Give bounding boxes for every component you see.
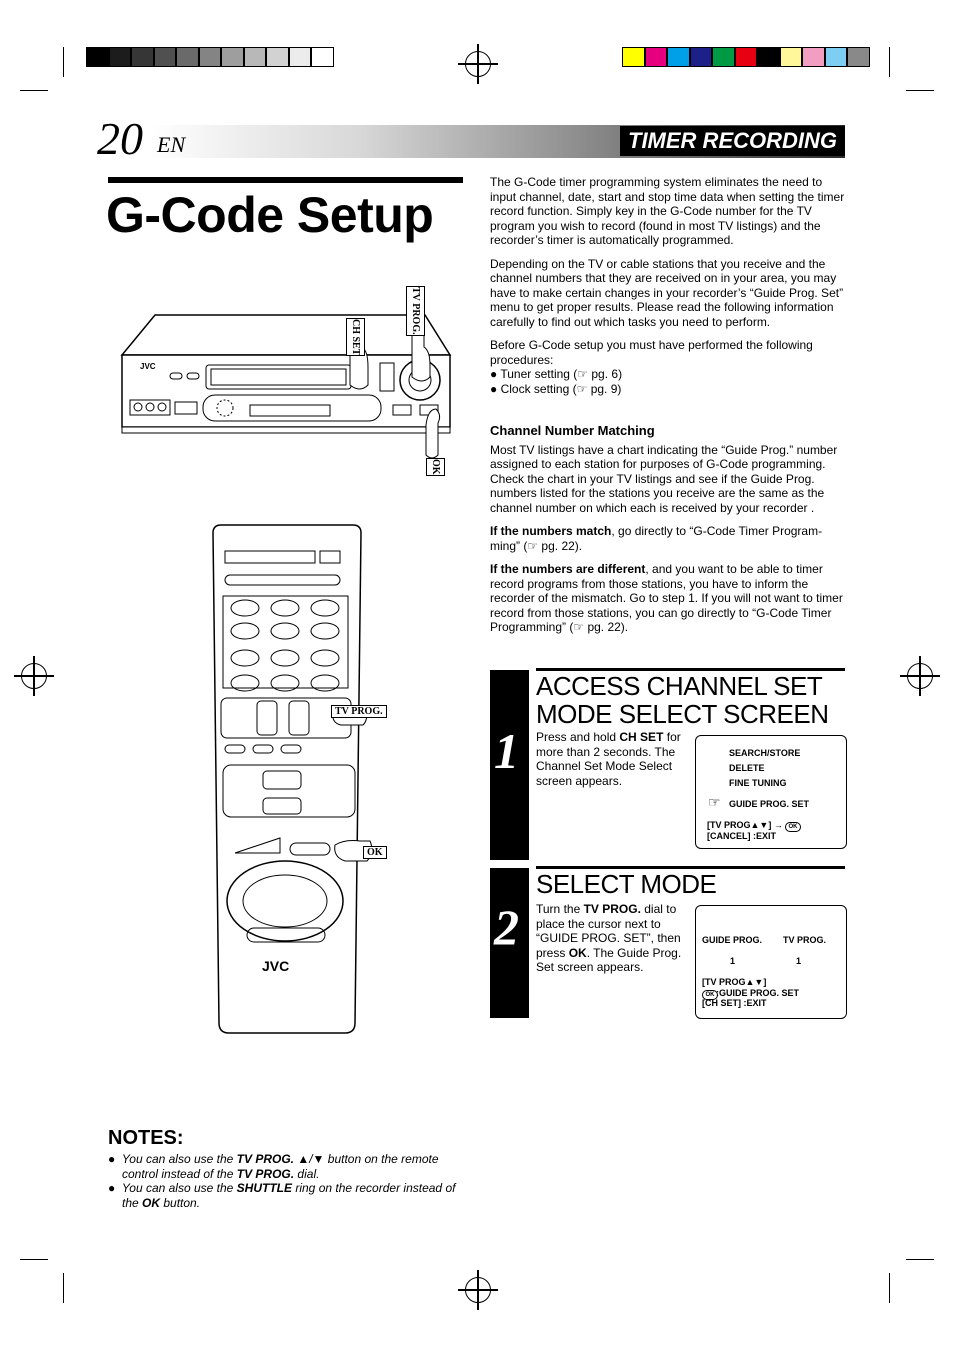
page-language-suffix: EN xyxy=(157,132,186,157)
step-1-number: 1 xyxy=(494,723,519,779)
color-swatch xyxy=(780,47,803,67)
color-swatch xyxy=(199,47,222,67)
color-swatch xyxy=(802,47,825,67)
channel-set-mode-screen: SEARCH/STORE DELETE FINE TUNING ☞ GUIDE PROG. SET [TV PROG▲▼] → OK [CANCEL] :EXIT xyxy=(695,735,847,849)
color-swatch xyxy=(176,47,199,67)
color-swatch xyxy=(847,47,870,67)
registration-mark-right xyxy=(907,663,933,689)
registration-mark-top xyxy=(465,51,491,77)
color-swatch xyxy=(311,47,334,67)
color-swatch xyxy=(266,47,289,67)
prerequisite-item: ● Tuner setting (☞ pg. 6) xyxy=(490,367,623,381)
page-title: G-Code Setup xyxy=(106,187,434,243)
color-swatch xyxy=(690,47,713,67)
tv-prog-label-remote: TV PROG. xyxy=(331,705,387,718)
color-swatch xyxy=(131,47,154,67)
title-rule xyxy=(108,177,463,183)
svg-text:JVC: JVC xyxy=(262,958,290,974)
remote-illustration xyxy=(205,523,375,1038)
color-swatch xyxy=(244,47,267,67)
match-paragraph: If the numbers match, go directly to “G-Code Timer Program-ming” (☞ pg. 22). xyxy=(490,524,823,553)
color-swatch xyxy=(712,47,735,67)
notes-list xyxy=(108,1152,468,1210)
note-item: ● You can also use the SHUTTLE ring on the recorder instead of the OK button. xyxy=(108,1181,456,1210)
note-item: ● You can also use the TV PROG. ▲/▼ button on the remote control instead of the TV PROG. dial. xyxy=(108,1152,439,1181)
crop-mark xyxy=(63,1273,64,1303)
ch-set-label: CH SET xyxy=(346,318,365,356)
step-1-instructions: Press and hold CH SET for more than 2 seconds. The Channel Set Mode Select screen appears. xyxy=(536,730,681,788)
guide-prog-set-screen: GUIDE PROG. TV PROG. 1 1 [TV PROG▲▼] OK :GUIDE PROG. SET [CH SET] :EXIT xyxy=(695,905,847,1019)
step-2-bar xyxy=(490,868,529,1018)
step-1-bar xyxy=(490,670,529,860)
step-2-number: 2 xyxy=(494,899,519,955)
intro-paragraph: Depending on the TV or cable stations that you receive and the channel numbers that they are received on in your area, you may have to make certain changes in your recorder’s “Guide Prog. Set” menu to get proper results. Please read the following information carefully to find out which tasks you need to perform. xyxy=(490,256,844,329)
crop-mark xyxy=(63,47,64,77)
color-swatch xyxy=(667,47,690,67)
crop-mark xyxy=(889,1273,890,1303)
matching-paragraph: Most TV listings have a chart indicating the “Guide Prog.” number assigned to each station for purposes of G-Code programming. Check the chart in your TV listings and see if the Guide Prog. numbers listed for the stations you receive are the same as the channel number on which each is received by your recorder . xyxy=(490,442,838,515)
color-swatch xyxy=(154,47,177,67)
ok-label-vcr: OK xyxy=(426,458,445,476)
ok-label-remote: OK xyxy=(363,846,387,859)
intro-text xyxy=(490,175,845,396)
crop-mark xyxy=(906,1259,934,1260)
crop-mark xyxy=(20,1259,48,1260)
color-swatch xyxy=(757,47,780,67)
crop-mark xyxy=(906,90,934,91)
section-title: TIMER RECORDING xyxy=(620,126,845,156)
step-2-instructions: Turn the TV PROG. dial to place the cursor next to “GUIDE PROG. SET”, then press OK. The Guide Prog. Set screen appears. xyxy=(536,902,682,974)
ok-button-icon: OK xyxy=(702,990,718,1000)
crop-mark xyxy=(889,47,890,77)
color-swatch xyxy=(645,47,668,67)
color-swatch xyxy=(622,47,645,67)
tv-prog-label-vcr: TV PROG. xyxy=(406,286,425,336)
registration-mark-left xyxy=(21,663,47,689)
color-swatch xyxy=(825,47,848,67)
page-number: 20 xyxy=(97,113,143,164)
step-1-title: ACCESS CHANNEL SET MODE SELECT SCREEN xyxy=(536,671,829,729)
color-swatch xyxy=(735,47,758,67)
color-swatch xyxy=(109,47,132,67)
svg-text:JVC: JVC xyxy=(140,362,156,371)
color-swatch xyxy=(86,47,109,67)
intro-paragraph: The G-Code timer programming system eliminates the need to input channel, date, start and stop time data when setting the timer record function. Simply key in the G-Code number for the TV program you wish to record (found in most TV listings) and the recorder’s timer is automatically programmed. xyxy=(490,175,845,247)
channel-matching-heading: Channel Number Matching xyxy=(490,423,655,438)
channel-matching-section xyxy=(490,424,845,644)
color-swatch xyxy=(289,47,312,67)
crop-mark xyxy=(20,90,48,91)
prerequisite-item: ● Clock setting (☞ pg. 9) xyxy=(490,381,622,396)
different-paragraph: If the numbers are different, and you want to be able to timer record programs from those stations, you have to inform the recorder of the mismatch. Go to step 1. If you will not want to timer record from those stations, you can go directly to “G-Code Timer Programming” (☞ pg. 22). xyxy=(490,562,843,634)
color-swatch xyxy=(221,47,244,67)
registration-mark-bottom xyxy=(465,1277,491,1303)
step-2-title: SELECT MODE xyxy=(536,869,717,899)
ok-button-icon: OK xyxy=(785,822,801,832)
intro-paragraph: Before G-Code setup you must have performed the following procedures: xyxy=(490,338,813,367)
cursor-hand-icon: ☞ xyxy=(708,794,721,810)
notes-title: NOTES: xyxy=(108,1127,184,1149)
